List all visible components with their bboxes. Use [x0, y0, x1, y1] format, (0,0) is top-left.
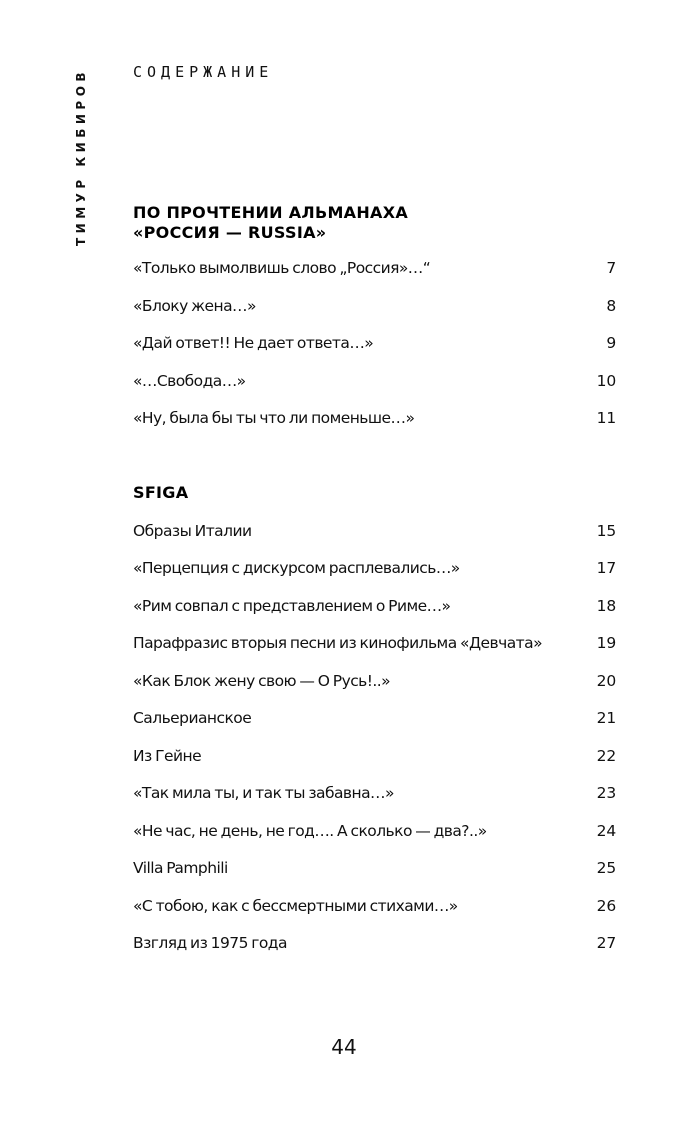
section-title-text: SFIGA — [133, 483, 189, 502]
toc-entry-title: «Ну, была бы ты что ли поменьше…» — [133, 409, 415, 427]
page-number: 44 — [331, 1035, 357, 1059]
toc-entry-page: 23 — [596, 784, 616, 802]
toc-entry-page: 22 — [596, 747, 616, 765]
toc-entry-title: «Перцепция с дискурсом расплевались…» — [133, 559, 460, 577]
toc-entry-title: «Блоку жена…» — [133, 297, 256, 315]
toc-entry-page: 10 — [596, 372, 616, 390]
running-head-text: ТИМУР КИБИРОВ — [74, 67, 89, 247]
toc-entry-title: «С тобою, как с бессмертными стихами…» — [133, 897, 458, 915]
running-head — [70, 66, 92, 248]
toc-entry-page: 27 — [596, 934, 616, 952]
toc-entry-page: 20 — [596, 672, 616, 690]
toc-entry-page: 11 — [596, 409, 616, 427]
toc-entry-page: 17 — [596, 559, 616, 577]
toc-entry-page: 8 — [606, 297, 616, 315]
toc-entry[interactable] — [133, 706, 616, 730]
toc-entry-title: «Не час, не день, не год…. А сколько — два?..» — [133, 822, 487, 840]
toc-entry[interactable] — [133, 294, 616, 318]
toc-entry[interactable] — [133, 369, 616, 393]
toc-entry-title: «Так мила ты, и так ты забавна…» — [133, 784, 394, 802]
toc-entry-page: 21 — [596, 709, 616, 727]
toc-entry-title: «Только вымолвишь слово „Россия»…“ — [133, 259, 431, 277]
toc-entry[interactable] — [133, 256, 616, 280]
toc-entry-page: 9 — [606, 334, 616, 352]
section-title — [133, 203, 408, 243]
toc-entry-title: «Рим совпал с представлением о Риме…» — [133, 597, 451, 615]
toc-entry[interactable] — [133, 406, 616, 430]
toc-entry-title: Образы Италии — [133, 522, 252, 540]
toc-entry[interactable] — [133, 631, 616, 655]
toc-entry[interactable] — [133, 856, 616, 880]
toc-entry[interactable] — [133, 594, 616, 618]
toc-entry[interactable] — [133, 519, 616, 543]
toc-entry-title: Сальерианское — [133, 709, 252, 727]
toc-entry-title: Из Гейне — [133, 747, 202, 765]
toc-entry-page: 18 — [596, 597, 616, 615]
toc-entry-page: 7 — [606, 259, 616, 277]
section-title-text: ПО ПРОЧТЕНИИ АЛЬМАНАХА «РОССИЯ — RUSSIA» — [133, 203, 409, 242]
toc-entry-title: «…Свобода…» — [133, 372, 246, 390]
toc-entry[interactable] — [133, 669, 616, 693]
toc-entry-title: «Дай ответ!! Не дает ответа…» — [133, 334, 374, 352]
toc-entry[interactable] — [133, 894, 616, 918]
toc-entry-page: 25 — [596, 859, 616, 877]
toc-entry[interactable] — [133, 819, 616, 843]
toc-entry-page: 26 — [596, 897, 616, 915]
toc-entry[interactable] — [133, 931, 616, 955]
toc-entry[interactable] — [133, 556, 616, 580]
toc-entry[interactable] — [133, 744, 616, 768]
section-title — [133, 483, 188, 503]
toc-entry-title: «Как Блок жену свою — О Русь!..» — [133, 672, 391, 690]
toc-entry-title: Villa Pamphili — [133, 859, 228, 877]
contents-heading: СОДЕРЖАНИЕ — [133, 63, 274, 81]
toc-entry-page: 15 — [596, 522, 616, 540]
toc-entry-page: 24 — [596, 822, 616, 840]
toc-entry-title: Парафразис вторыя песни из кинофильма «Девчата» — [133, 634, 543, 652]
toc-entry-page: 19 — [596, 634, 616, 652]
toc-entry-title: Взгляд из 1975 года — [133, 934, 287, 952]
toc-entry[interactable] — [133, 781, 616, 805]
toc-entry[interactable] — [133, 331, 616, 355]
